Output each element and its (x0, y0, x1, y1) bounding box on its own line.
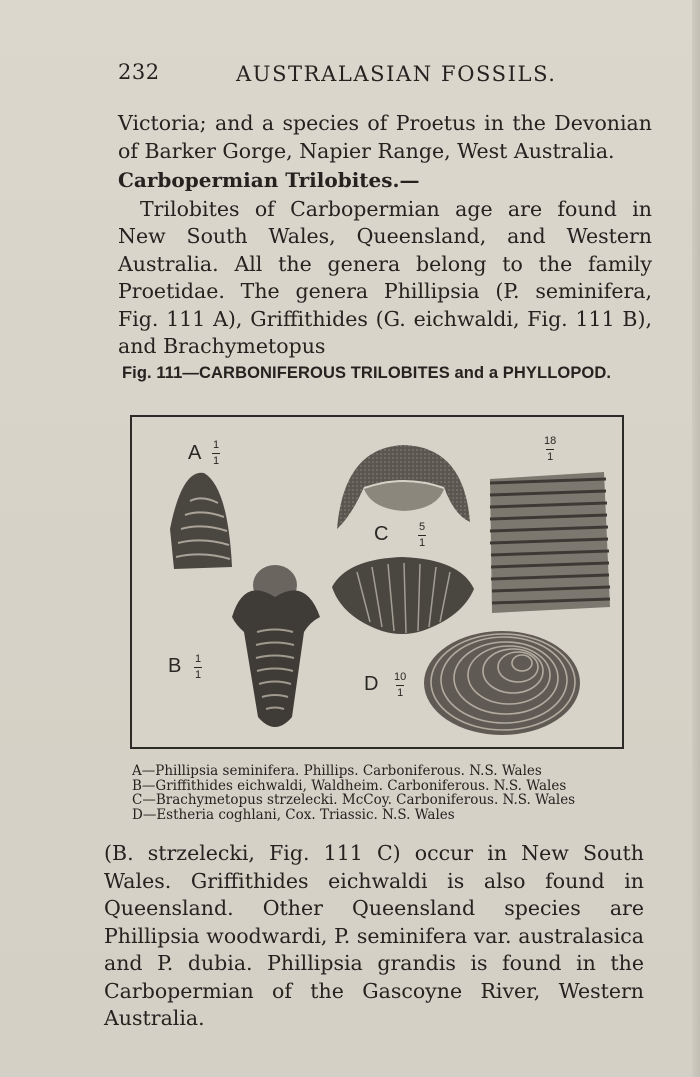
legend-line-c: C—Brachymetopus strzelecki. McCoy. Carboniferous. N.S. Wales (132, 792, 576, 808)
fossil-b-drawing (232, 565, 320, 727)
body-text-bottom (104, 840, 644, 1033)
scale-a: 1 1 (212, 439, 220, 467)
fossil-c-pygidium (332, 557, 474, 634)
page-edge (692, 0, 700, 1077)
legend-line-a: A—Phillipsia seminifera. Phillips. Carboniferous. N.S. Wales (132, 763, 542, 779)
figure-legend (132, 764, 632, 822)
fossil-c-cephalon (337, 445, 470, 529)
figure-caption: Fig. 111—CARBONIFEROUS TRILOBITES and a PHYLLOPOD. (122, 364, 612, 382)
scale-b: 1 1 (194, 653, 202, 681)
page-number: 232 (118, 60, 160, 84)
paragraph-species: (B. strzelecki, Fig. 111 C) occur in New South Wales. Griffithides eichwaldi is also found in Queensland. Other Queensland species are Phillipsia woodwardi, P. seminifera var. australasica and P. dubia. Phillipsia grandis is found in the Carbopermian of the Gascoyne River, Western Australia. (104, 841, 644, 1030)
legend-line-d: D—Estheria coghlani, Cox. Triassic. N.S. Wales (132, 806, 455, 823)
scale-c: 5 1 (418, 521, 426, 549)
fossil-striated-fragment (490, 472, 610, 613)
page-header (118, 58, 658, 92)
label-c: C (374, 523, 389, 545)
legend-line-b: B—Griffithides eichwaldi, Waldheim. Carboniferous. N.S. Wales (132, 777, 567, 794)
label-b: B (168, 655, 182, 677)
fossil-illustration (132, 417, 622, 747)
label-a: A (188, 442, 202, 464)
paragraph-trilobites: Trilobites of Carbopermian age are found in New South Wales, Queensland, and Western Australia. All the genera belong to the family Proetidae. The genera Phillipsia (P. seminifera, Fig. 111 A), Griffithides (G. eichwaldi, Fig. 111 B), and Brachymetopus (118, 196, 652, 358)
section-heading: Carbopermian Trilobites.— (118, 168, 420, 192)
paragraph-continuation: Victoria; and a species of Proetus in the Devonian of Barker Gorge, Napier Range, West Australia. (118, 111, 652, 163)
label-d: D (364, 673, 379, 695)
body-text-top (118, 110, 652, 361)
scale-fragment: 18 1 (544, 435, 557, 463)
fossil-d-drawing (424, 631, 580, 735)
fossil-a-drawing (170, 473, 232, 569)
scale-d: 10 1 (394, 671, 407, 699)
figure-plate (130, 415, 624, 749)
running-title: AUSTRALASIAN FOSSILS. (236, 62, 557, 86)
